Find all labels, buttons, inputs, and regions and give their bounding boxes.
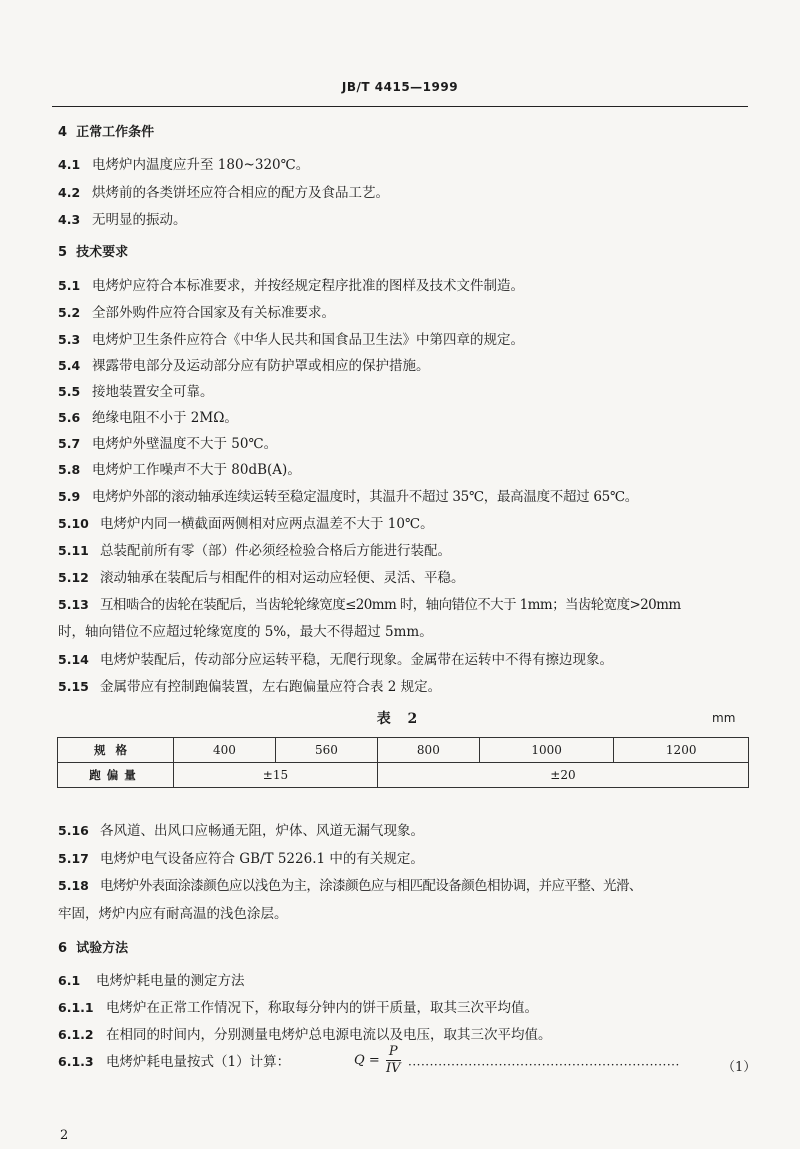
clause: 4.1 电烤炉内温度应升至 180~320℃。 (58, 157, 310, 173)
table-title: 表 2 (376, 711, 424, 727)
clause: 5.6 绝缘电阻不小于 2MΩ。 (58, 410, 238, 426)
clause: 5.3 电烤炉卫生条件应符合《中华人民共和国食品卫生法》中第四章的规定。 (58, 332, 524, 348)
clause: 4.2 烘烤前的各类饼坯应符合相应的配方及食品工艺。 (58, 185, 389, 201)
leader-dots: ······························································· (408, 1058, 680, 1072)
section-number: 6 (58, 941, 68, 956)
formula-lhs: Q (354, 1053, 365, 1068)
clause: 5.11 总装配前所有零（部）件必须经检验合格后方能进行装配。 (58, 543, 451, 559)
clause: 5.10 电烤炉内同一横截面两侧相对应两点温差不大于 10℃。 (58, 516, 434, 532)
row-label-deviation: 跑偏量 (58, 763, 174, 788)
clause: 5.4 裸露带电部分及运动部分应有防护罩或相应的保护措施。 (58, 358, 430, 374)
clause: 5.1 电烤炉应符合本标准要求，并按经规定程序批准的图样及技术文件制造。 (58, 278, 524, 294)
formula-fraction (386, 1044, 401, 1077)
deviation-table (57, 737, 749, 788)
clause-continuation: 牢固，烤炉内应有耐高温的浅色涂层。 (58, 906, 288, 922)
size-cell: 400 (174, 738, 276, 763)
clause-continuation: 时，轴向错位不应超过轮缘宽度的 5%，最大不得超过 5mm。 (58, 624, 433, 640)
formula (354, 1044, 403, 1077)
formula-numerator: P (386, 1044, 401, 1061)
section-5-heading (58, 244, 128, 262)
section-4-heading (58, 124, 154, 142)
section-number: 5 (58, 245, 68, 260)
section-title: 试验方法 (76, 941, 129, 956)
formula-denominator: IV (385, 1061, 401, 1076)
size-cell: 1200 (614, 738, 749, 763)
section-title: 正常工作条件 (76, 125, 155, 140)
formula-eq: = (368, 1053, 380, 1068)
clause: 5.15 金属带应有控制跑偏装置，左右跑偏量应符合表 2 规定。 (58, 679, 442, 695)
size-cell: 1000 (479, 738, 614, 763)
clause: 5.13 互相啮合的齿轮在装配后，当齿轮轮缘宽度≤20mm 时，轴向错位不大于 1mm；当齿轮宽度>20mm (58, 597, 681, 613)
clause: 5.9 电烤炉外部的滚动轴承连续运转至稳定温度时，其温升不超过 35℃，最高温度不超过 65℃。 (58, 489, 638, 505)
equation-number: （1） (722, 1060, 757, 1075)
table-row (58, 738, 749, 763)
page-number: 2 (60, 1128, 69, 1143)
section-number: 4 (58, 125, 68, 140)
clause: 5.14 电烤炉装配后，传动部分应运转平稳，无爬行现象。金属带在运转中不得有擦边现象。 (58, 652, 613, 668)
header-rule (52, 106, 748, 107)
clause: 5.8 电烤炉工作噪声不大于 80dB(A)。 (58, 462, 301, 478)
document-header: JB/T 4415—1999 (341, 80, 459, 94)
clause: 6.1.1 电烤炉在正常工作情况下，称取每分钟内的饼干质量，取其三次平均值。 (58, 1000, 538, 1016)
clause: 5.7 电烤炉外壁温度不大于 50℃。 (58, 436, 278, 452)
clause: 5.17 电烤炉电气设备应符合 GB/T 5226.1 中的有关规定。 (58, 851, 424, 867)
row-label-spec: 规格 (58, 738, 174, 763)
table-unit: mm (712, 711, 736, 725)
table-row (58, 763, 749, 788)
clause: 5.18 电烤炉外表面涂漆颜色应以浅色为主，涂漆颜色应与相匹配设备颜色相协调，并应平整、光滑、 (58, 878, 642, 894)
clause: 6.1.2 在相同的时间内，分别测量电烤炉总电源电流以及电压，取其三次平均值。 (58, 1027, 552, 1043)
clause: 5.5 接地装置安全可靠。 (58, 384, 214, 400)
deviation-cell: ±20 (377, 763, 748, 788)
size-cell: 560 (275, 738, 377, 763)
size-cell: 800 (377, 738, 479, 763)
clause: 6.1 电烤炉耗电量的测定方法 (58, 973, 245, 989)
section-6-heading (58, 940, 128, 958)
clause: 6.1.3 电烤炉耗电量按式（1）计算： (58, 1054, 291, 1070)
clause: 4.3 无明显的振动。 (58, 212, 187, 228)
section-title: 技术要求 (76, 245, 129, 260)
clause: 5.2 全部外购件应符合国家及有关标准要求。 (58, 305, 335, 321)
deviation-cell: ±15 (174, 763, 378, 788)
clause: 5.16 各风道、出风口应畅通无阻，炉体、风道无漏气现象。 (58, 823, 424, 839)
clause: 5.12 滚动轴承在装配后与相配件的相对运动应轻便、灵活、平稳。 (58, 570, 465, 586)
